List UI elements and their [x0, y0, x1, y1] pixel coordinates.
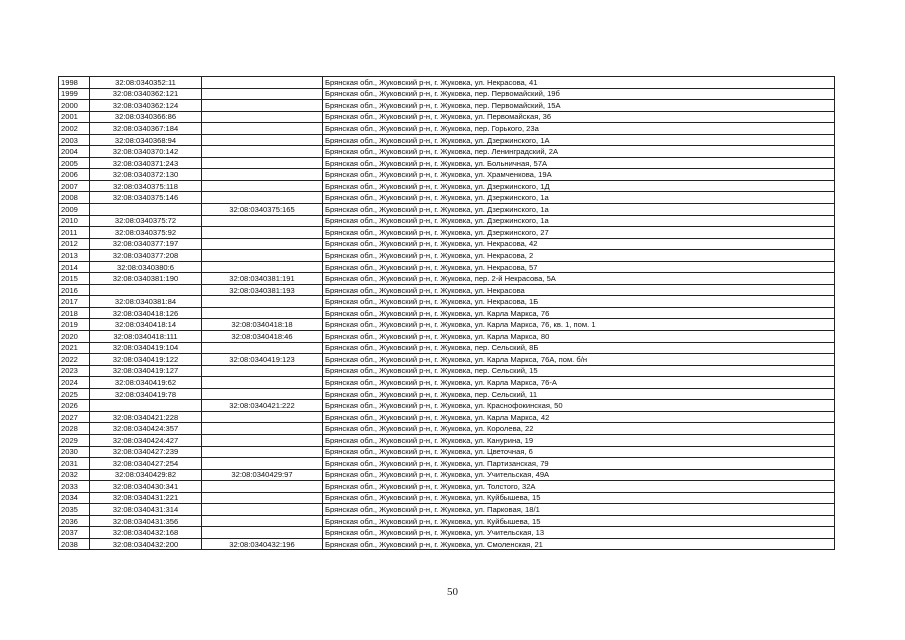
address-cell: Брянская обл., Жуковский р-н, г. Жуковка, ул. Королева, 22 [323, 423, 835, 435]
cadastral-number-building-cell [202, 157, 323, 169]
cadastral-number-building-cell [202, 446, 323, 458]
row-number-cell: 2006 [59, 169, 90, 181]
table-row [59, 250, 835, 262]
page-number: 50 [447, 586, 458, 598]
cadastral-number-building-cell [202, 504, 323, 516]
row-number-cell: 2023 [59, 365, 90, 377]
cadastral-number-parcel-cell: 32:08:0340421:228 [90, 411, 202, 423]
cadastral-number-parcel-cell: 32:08:0340424:357 [90, 423, 202, 435]
row-number-cell: 2019 [59, 319, 90, 331]
cadastral-number-parcel-cell: 32:08:0340368:94 [90, 134, 202, 146]
row-number-cell: 2029 [59, 434, 90, 446]
address-cell: Брянская обл., Жуковский р-н, г. Жуковка, ул. Карла Маркса, 76, кв. 1, пом. 1 [323, 319, 835, 331]
row-number-cell: 2014 [59, 261, 90, 273]
table-row [59, 538, 835, 550]
table-row [59, 481, 835, 493]
cadastral-number-parcel-cell [90, 400, 202, 412]
row-number-cell: 2025 [59, 388, 90, 400]
row-number-cell: 2038 [59, 538, 90, 550]
cadastral-number-parcel-cell: 32:08:0340419:122 [90, 354, 202, 366]
cadastral-number-parcel-cell: 32:08:0340352:11 [90, 77, 202, 89]
table-row [59, 365, 835, 377]
cadastral-number-building-cell: 32:08:0340375:165 [202, 204, 323, 216]
row-number-cell: 2008 [59, 192, 90, 204]
cadastral-number-building-cell [202, 180, 323, 192]
table-row [59, 446, 835, 458]
cadastral-number-parcel-cell: 32:08:0340432:200 [90, 538, 202, 550]
table-row [59, 515, 835, 527]
address-cell: Брянская обл., Жуковский р-н, г. Жуковка, ул. Некрасова, 57 [323, 261, 835, 273]
row-number-cell: 1999 [59, 88, 90, 100]
cadastral-number-building-cell: 32:08:0340381:191 [202, 273, 323, 285]
table-row [59, 296, 835, 308]
cadastral-number-building-cell [202, 423, 323, 435]
address-cell: Брянская обл., Жуковский р-н, г. Жуковка, ул. Храмченкова, 19А [323, 169, 835, 181]
address-cell: Брянская обл., Жуковский р-н, г. Жуковка, ул. Больничная, 57А [323, 157, 835, 169]
cadastral-number-parcel-cell: 32:08:0340377:197 [90, 238, 202, 250]
cadastral-number-parcel-cell: 32:08:0340432:168 [90, 527, 202, 539]
cadastral-number-parcel-cell: 32:08:0340427:254 [90, 458, 202, 470]
cadastral-number-building-cell [202, 411, 323, 423]
cadastral-number-parcel-cell: 32:08:0340419:127 [90, 365, 202, 377]
cadastral-number-parcel-cell: 32:08:0340418:14 [90, 319, 202, 331]
row-number-cell: 2015 [59, 273, 90, 285]
cadastral-number-building-cell [202, 377, 323, 389]
table-row [59, 504, 835, 516]
table-row [59, 204, 835, 216]
table-row [59, 400, 835, 412]
cadastral-number-building-cell [202, 434, 323, 446]
row-number-cell: 2034 [59, 492, 90, 504]
table-row [59, 423, 835, 435]
cadastral-number-building-cell [202, 250, 323, 262]
cadastral-number-building-cell [202, 111, 323, 123]
address-cell: Брянская обл., Жуковский р-н, г. Жуковка, пер. Сельский, 15 [323, 365, 835, 377]
table-row [59, 377, 835, 389]
cadastral-number-building-cell [202, 365, 323, 377]
table-row [59, 238, 835, 250]
cadastral-number-parcel-cell: 32:08:0340375:72 [90, 215, 202, 227]
address-cell: Брянская обл., Жуковский р-н, г. Жуковка, пер. Сельский, 11 [323, 388, 835, 400]
row-number-cell: 2004 [59, 146, 90, 158]
address-cell: Брянская обл., Жуковский р-н, г. Жуковка, ул. Некрасова, 2 [323, 250, 835, 262]
row-number-cell: 2022 [59, 354, 90, 366]
table-row [59, 146, 835, 158]
cadastral-number-building-cell [202, 227, 323, 239]
cadastral-number-building-cell [202, 100, 323, 112]
cadastral-number-building-cell [202, 215, 323, 227]
table-row [59, 100, 835, 112]
cadastral-number-building-cell [202, 296, 323, 308]
cadastral-number-building-cell: 32:08:0340419:123 [202, 354, 323, 366]
cadastral-number-building-cell: 32:08:0340421:222 [202, 400, 323, 412]
address-cell: Брянская обл., Жуковский р-н, г. Жуковка, ул. Карла Маркса, 76А, пом. б/н [323, 354, 835, 366]
cadastral-number-building-cell [202, 458, 323, 470]
row-number-cell: 2009 [59, 204, 90, 216]
cadastral-number-parcel-cell: 32:08:0340375:118 [90, 180, 202, 192]
row-number-cell: 2010 [59, 215, 90, 227]
cadastral-number-parcel-cell: 32:08:0340418:126 [90, 307, 202, 319]
table-row [59, 492, 835, 504]
row-number-cell: 2005 [59, 157, 90, 169]
cadastral-number-building-cell: 32:08:0340381:193 [202, 284, 323, 296]
table-row [59, 77, 835, 89]
cadastral-number-parcel-cell: 32:08:0340419:104 [90, 342, 202, 354]
table-row [59, 458, 835, 470]
row-number-cell: 2030 [59, 446, 90, 458]
row-number-cell: 2003 [59, 134, 90, 146]
cadastral-number-parcel-cell: 32:08:0340362:124 [90, 100, 202, 112]
cadastral-number-building-cell [202, 481, 323, 493]
cadastral-number-parcel-cell: 32:08:0340429:82 [90, 469, 202, 481]
address-cell: Брянская обл., Жуковский р-н, г. Жуковка, ул. Карла Маркса, 76 [323, 307, 835, 319]
table-row [59, 434, 835, 446]
address-cell: Брянская обл., Жуковский р-н, г. Жуковка, ул. Карла Маркса, 80 [323, 331, 835, 343]
table-row [59, 388, 835, 400]
cadastral-table [58, 76, 835, 550]
cadastral-number-building-cell [202, 238, 323, 250]
address-cell: Брянская обл., Жуковский р-н, г. Жуковка, ул. Некрасова [323, 284, 835, 296]
table-row [59, 261, 835, 273]
table-row [59, 284, 835, 296]
cadastral-number-parcel-cell: 32:08:0340366:86 [90, 111, 202, 123]
address-cell: Брянская обл., Жуковский р-н, г. Жуковка, ул. Смоленская, 21 [323, 538, 835, 550]
row-number-cell: 2018 [59, 307, 90, 319]
row-number-cell: 2036 [59, 515, 90, 527]
table-row [59, 180, 835, 192]
table-row [59, 215, 835, 227]
cadastral-number-building-cell: 32:08:0340432:196 [202, 538, 323, 550]
address-cell: Брянская обл., Жуковский р-н, г. Жуковка, пер. Ленинградский, 2А [323, 146, 835, 158]
table-row [59, 88, 835, 100]
address-cell: Брянская обл., Жуковский р-н, г. Жуковка, ул. Парковая, 18/1 [323, 504, 835, 516]
table-row [59, 123, 835, 135]
row-number-cell: 2037 [59, 527, 90, 539]
address-cell: Брянская обл., Жуковский р-н, г. Жуковка, пер. 2-й Некрасова, 5А [323, 273, 835, 285]
table-row [59, 354, 835, 366]
address-cell: Брянская обл., Жуковский р-н, г. Жуковка, ул. Учительская, 13 [323, 527, 835, 539]
cadastral-number-parcel-cell: 32:08:0340419:62 [90, 377, 202, 389]
cadastral-number-parcel-cell: 32:08:0340418:111 [90, 331, 202, 343]
address-cell: Брянская обл., Жуковский р-н, г. Жуковка, ул. Некрасова, 41 [323, 77, 835, 89]
cadastral-number-parcel-cell: 32:08:0340431:356 [90, 515, 202, 527]
row-number-cell: 2011 [59, 227, 90, 239]
row-number-cell: 2032 [59, 469, 90, 481]
cadastral-number-parcel-cell: 32:08:0340362:121 [90, 88, 202, 100]
address-cell: Брянская обл., Жуковский р-н, г. Жуковка, ул. Толстого, 32А [323, 481, 835, 493]
address-cell: Брянская обл., Жуковский р-н, г. Жуковка, пер. Первомайский, 15А [323, 100, 835, 112]
cadastral-number-building-cell [202, 527, 323, 539]
cadastral-number-building-cell: 32:08:0340418:46 [202, 331, 323, 343]
table-row [59, 157, 835, 169]
address-cell: Брянская обл., Жуковский р-н, г. Жуковка, ул. Карла Маркса, 76-А [323, 377, 835, 389]
cadastral-number-parcel-cell: 32:08:0340431:221 [90, 492, 202, 504]
cadastral-number-parcel-cell: 32:08:0340375:92 [90, 227, 202, 239]
row-number-cell: 1998 [59, 77, 90, 89]
cadastral-number-parcel-cell: 32:08:0340372:130 [90, 169, 202, 181]
row-number-cell: 2000 [59, 100, 90, 112]
row-number-cell: 2016 [59, 284, 90, 296]
cadastral-number-building-cell [202, 307, 323, 319]
address-cell: Брянская обл., Жуковский р-н, г. Жуковка, ул. Куйбышева, 15 [323, 492, 835, 504]
cadastral-number-building-cell [202, 134, 323, 146]
cadastral-number-building-cell [202, 88, 323, 100]
address-cell: Брянская обл., Жуковский р-н, г. Жуковка, ул. Некрасова, 42 [323, 238, 835, 250]
address-cell: Брянская обл., Жуковский р-н, г. Жуковка, пер. Горького, 23а [323, 123, 835, 135]
address-cell: Брянская обл., Жуковский р-н, г. Жуковка, ул. Краснофокинская, 50 [323, 400, 835, 412]
address-cell: Брянская обл., Жуковский р-н, г. Жуковка, ул. Канурина, 19 [323, 434, 835, 446]
cadastral-number-parcel-cell: 32:08:0340427:239 [90, 446, 202, 458]
address-cell: Брянская обл., Жуковский р-н, г. Жуковка, ул. Дзержинского, 27 [323, 227, 835, 239]
row-number-cell: 2024 [59, 377, 90, 389]
row-number-cell: 2027 [59, 411, 90, 423]
row-number-cell: 2001 [59, 111, 90, 123]
row-number-cell: 2033 [59, 481, 90, 493]
table-row [59, 342, 835, 354]
cadastral-number-parcel-cell: 32:08:0340370:142 [90, 146, 202, 158]
address-cell: Брянская обл., Жуковский р-н, г. Жуковка, ул. Куйбышева, 15 [323, 515, 835, 527]
row-number-cell: 2002 [59, 123, 90, 135]
cadastral-number-building-cell [202, 261, 323, 273]
address-cell: Брянская обл., Жуковский р-н, г. Жуковка, ул. Дзержинского, 1а [323, 215, 835, 227]
row-number-cell: 2012 [59, 238, 90, 250]
row-number-cell: 2017 [59, 296, 90, 308]
row-number-cell: 2013 [59, 250, 90, 262]
table-row [59, 134, 835, 146]
cadastral-number-building-cell: 32:08:0340429:97 [202, 469, 323, 481]
address-cell: Брянская обл., Жуковский р-н, г. Жуковка, ул. Карла Маркса, 42 [323, 411, 835, 423]
table-row [59, 111, 835, 123]
cadastral-number-parcel-cell: 32:08:0340381:190 [90, 273, 202, 285]
table-row [59, 192, 835, 204]
table-row [59, 411, 835, 423]
cadastral-number-parcel-cell [90, 284, 202, 296]
table-row [59, 469, 835, 481]
row-number-cell: 2020 [59, 331, 90, 343]
cadastral-number-parcel-cell: 32:08:0340424:427 [90, 434, 202, 446]
cadastral-number-building-cell [202, 192, 323, 204]
row-number-cell: 2031 [59, 458, 90, 470]
cadastral-number-parcel-cell: 32:08:0340430:341 [90, 481, 202, 493]
cadastral-number-building-cell [202, 77, 323, 89]
cadastral-number-building-cell [202, 169, 323, 181]
cadastral-number-building-cell [202, 492, 323, 504]
cadastral-number-parcel-cell: 32:08:0340419:78 [90, 388, 202, 400]
address-cell: Брянская обл., Жуковский р-н, г. Жуковка, ул. Дзержинского, 1а [323, 192, 835, 204]
address-cell: Брянская обл., Жуковский р-н, г. Жуковка, ул. Первомайская, 36 [323, 111, 835, 123]
address-cell: Брянская обл., Жуковский р-н, г. Жуковка, ул. Партизанская, 79 [323, 458, 835, 470]
address-cell: Брянская обл., Жуковский р-н, г. Жуковка, пер. Сельский, 8Б [323, 342, 835, 354]
cadastral-number-building-cell [202, 146, 323, 158]
cadastral-number-building-cell [202, 388, 323, 400]
row-number-cell: 2035 [59, 504, 90, 516]
row-number-cell: 2007 [59, 180, 90, 192]
table-row [59, 307, 835, 319]
cadastral-number-parcel-cell: 32:08:0340380:6 [90, 261, 202, 273]
cadastral-number-parcel-cell: 32:08:0340377:208 [90, 250, 202, 262]
cadastral-number-parcel-cell [90, 204, 202, 216]
address-cell: Брянская обл., Жуковский р-н, г. Жуковка, ул. Некрасова, 1Б [323, 296, 835, 308]
cadastral-number-parcel-cell: 32:08:0340371:243 [90, 157, 202, 169]
address-cell: Брянская обл., Жуковский р-н, г. Жуковка, пер. Первомайский, 19б [323, 88, 835, 100]
table-row [59, 169, 835, 181]
row-number-cell: 2028 [59, 423, 90, 435]
cadastral-number-building-cell: 32:08:0340418:18 [202, 319, 323, 331]
cadastral-number-parcel-cell: 32:08:0340367:184 [90, 123, 202, 135]
cadastral-number-building-cell [202, 123, 323, 135]
address-cell: Брянская обл., Жуковский р-н, г. Жуковка, ул. Дзержинского, 1Д [323, 180, 835, 192]
table-row [59, 319, 835, 331]
table-body [59, 77, 835, 550]
cadastral-number-parcel-cell: 32:08:0340431:314 [90, 504, 202, 516]
cadastral-number-parcel-cell: 32:08:0340381:84 [90, 296, 202, 308]
table-row [59, 227, 835, 239]
cadastral-number-building-cell [202, 342, 323, 354]
cadastral-number-parcel-cell: 32:08:0340375:146 [90, 192, 202, 204]
row-number-cell: 2026 [59, 400, 90, 412]
table-row [59, 331, 835, 343]
address-cell: Брянская обл., Жуковский р-н, г. Жуковка, ул. Учительская, 49А [323, 469, 835, 481]
cadastral-number-building-cell [202, 515, 323, 527]
address-cell: Брянская обл., Жуковский р-н, г. Жуковка, ул. Дзержинского, 1а [323, 204, 835, 216]
table-row [59, 527, 835, 539]
row-number-cell: 2021 [59, 342, 90, 354]
address-cell: Брянская обл., Жуковский р-н, г. Жуковка, ул. Цветочная, 6 [323, 446, 835, 458]
address-cell: Брянская обл., Жуковский р-н, г. Жуковка, ул. Дзержинского, 1А [323, 134, 835, 146]
table-row [59, 273, 835, 285]
